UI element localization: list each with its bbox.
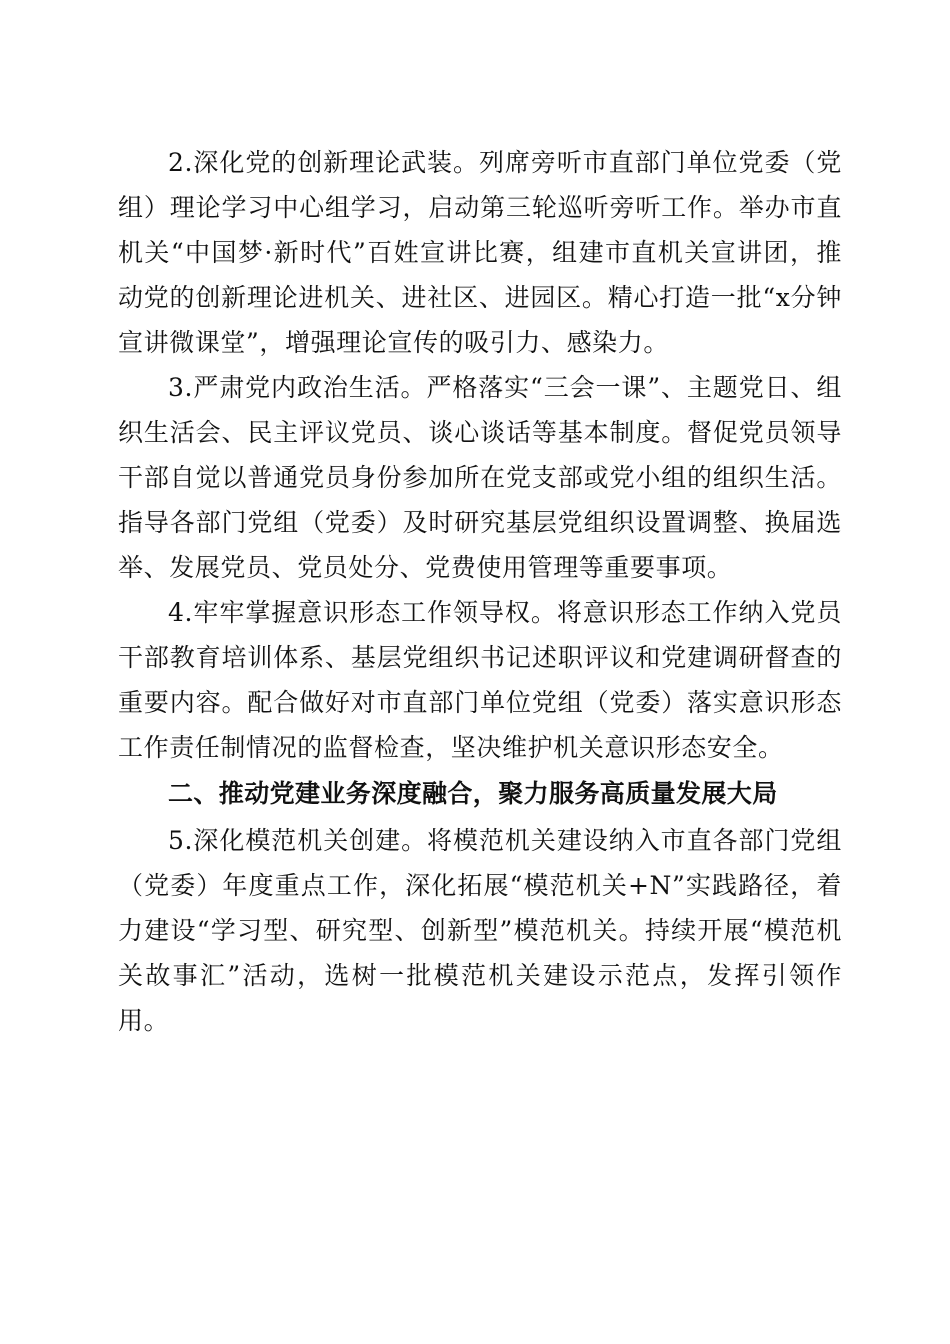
- section-heading: 二、推动党建业务深度融合，聚力服务高质量发展大局: [168, 779, 778, 808]
- document-body: [118, 140, 842, 1043]
- paragraph-item-4: 4.牢牢掌握意识形态工作领导权。将意识形态工作纳入党员干部教育培训体系、基层党组织书记述职评议和党建调研督查的重要内容。配合做好对市直部门单位党组（党委）落实意识形态工作责任制情况的监督检查，坚决维护机关意识形态安全。: [118, 598, 842, 762]
- paragraph-item-2: 2.深化党的创新理论武装。列席旁听市直部门单位党委（党组）理论学习中心组学习，启动第三轮巡听旁听工作。举办市直机关“中国梦·新时代”百姓宣讲比赛，组建市直机关宣讲团，推动党的创新理论进机关、进社区、进园区。精心打造一批“x分钟宣讲微课堂”，增强理论宣传的吸引力、感染力。: [118, 148, 842, 357]
- paragraph-item-3: 3.严肃党内政治生活。严格落实“三会一课”、主题党日、组织生活会、民主评议党员、谈心谈话等基本制度。督促党员领导干部自觉以普通党员身份参加所在党支部或党小组的组织生活。指导各部门党组（党委）及时研究基层党组织设置调整、换届选举、发展党员、党员处分、党费使用管理等重要事项。: [118, 373, 842, 582]
- paragraph-item-5: 5.深化模范机关创建。将模范机关建设纳入市直各部门党组（党委）年度重点工作，深化拓展“模范机关+N”实践路径，着力建设“学习型、研究型、创新型”模范机关。持续开展“模范机关故事汇”活动，选树一批模范机关建设示范点，发挥引领作用。: [118, 826, 842, 1035]
